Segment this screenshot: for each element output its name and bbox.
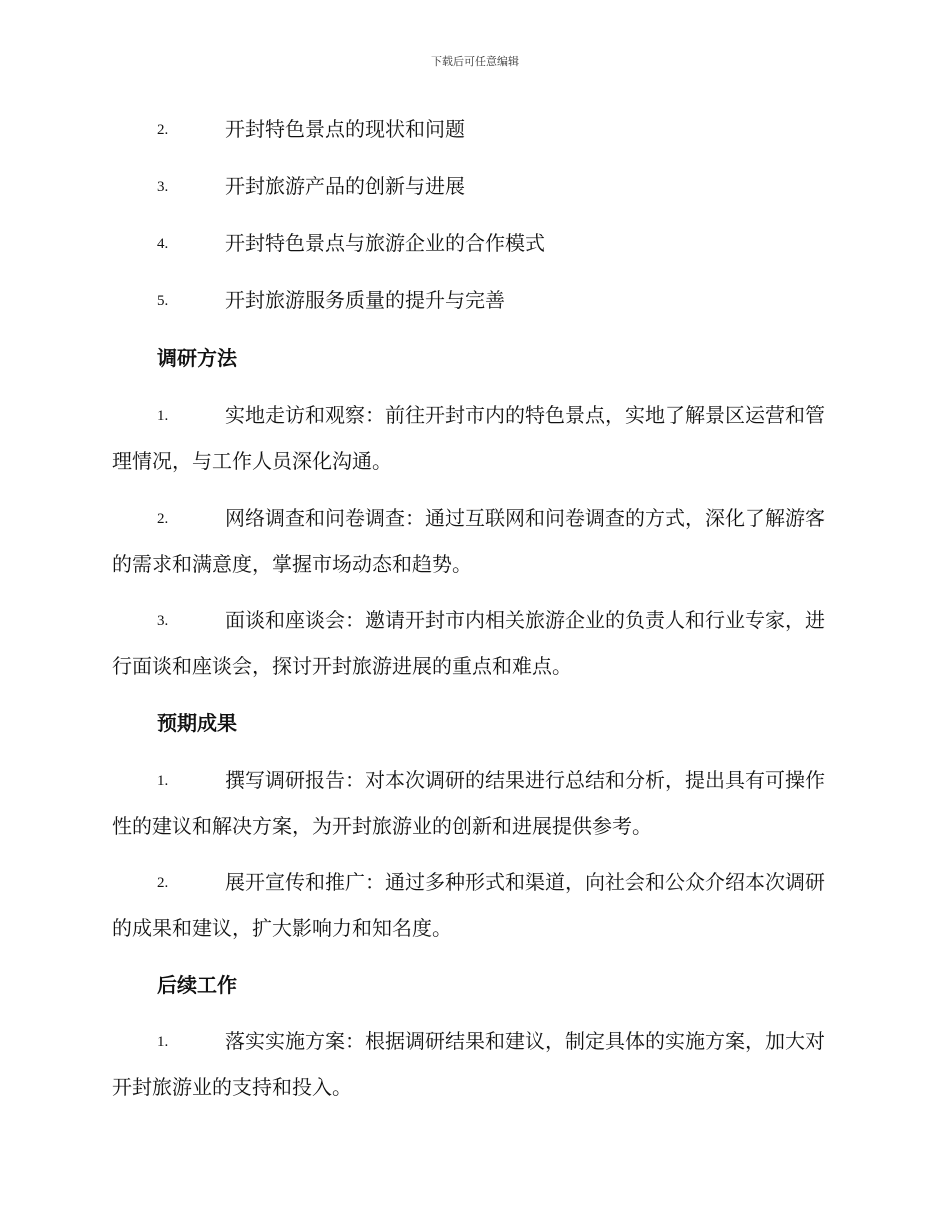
list-text: 开封特色景点的现状和问题 [225,117,465,141]
list-number: 2. [157,875,169,891]
list-number: 1. [157,773,169,789]
list-item [157,176,465,197]
list-number: 3. [157,179,169,195]
result-item [112,758,838,849]
page-header: 下载后可任意编辑 [431,55,519,68]
paragraph-text: 网络调查和问卷调查：通过互联网和问卷调查的方式，深化了解游客的需求和满意度，掌握市场动态和趋势。 [112,506,825,576]
list-number: 1. [157,408,169,424]
paragraph-text: 展开宣传和推广：通过多种形式和渠道，向社会和公众介绍本次调研的成果和建议，扩大影响力和知名度。 [112,870,825,940]
list-number: 5. [157,293,169,309]
paragraph-text: 面谈和座谈会：邀请开封市内相关旅游企业的负责人和行业专家，进行面谈和座谈会，探讨开封旅游进展的重点和难点。 [112,608,825,678]
section-heading-followup: 后续工作 [157,973,237,997]
section-heading-results: 预期成果 [157,711,237,735]
list-item [157,233,545,254]
section-heading-methods: 调研方法 [157,346,237,370]
list-text: 开封旅游服务质量的提升与完善 [225,288,505,312]
list-number: 2. [157,511,169,527]
list-item [157,119,465,140]
method-item [112,598,838,689]
method-item [112,393,838,484]
list-number: 2. [157,122,169,138]
paragraph-text: 撰写调研报告：对本次调研的结果进行总结和分析，提出具有可操作性的建议和解决方案，为开封旅游业的创新和进展提供参考。 [112,768,825,838]
list-text: 开封特色景点与旅游企业的合作模式 [225,231,545,255]
paragraph-text: 实地走访和观察：前往开封市内的特色景点，实地了解景区运营和管理情况，与工作人员深化沟通。 [112,403,825,473]
list-number: 3. [157,613,169,629]
method-item [112,496,838,587]
list-item [157,290,505,311]
list-text: 开封旅游产品的创新与进展 [225,174,465,198]
list-number: 4. [157,236,169,252]
result-item [112,860,838,951]
paragraph-text: 落实实施方案：根据调研结果和建议，制定具体的实施方案，加大对开封旅游业的支持和投入。 [112,1029,825,1099]
followup-item [112,1019,838,1110]
list-number: 1. [157,1034,169,1050]
